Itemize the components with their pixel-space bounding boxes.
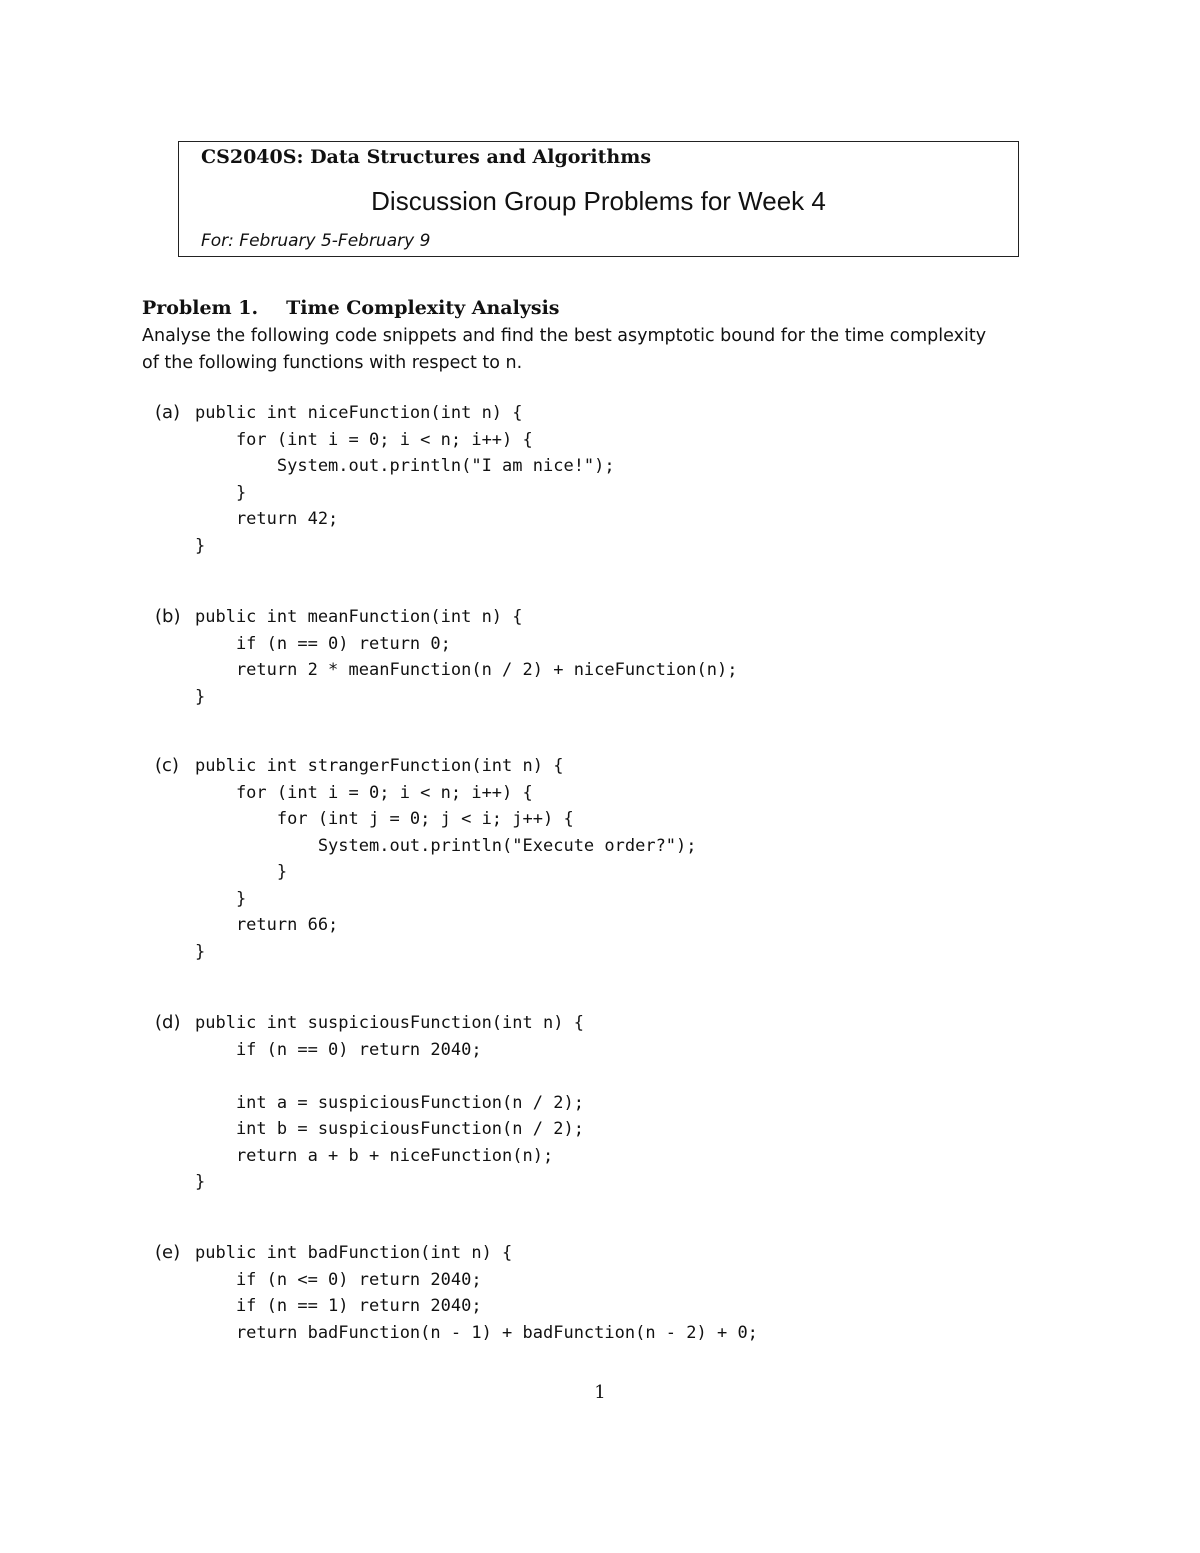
code-block: public int strangerFunction(int n) { for (int i = 0; i < n; i++) { for (int j = 0; j < i; j++) { System.out.println("Execute order?"); } } return 66; } [195, 756, 697, 962]
intro-line: Analyse the following code snippets and find the best asymptotic bound for the time complexity [142, 326, 987, 346]
code-block: public int niceFunction(int n) { for (int i = 0; i < n; i++) { System.out.println("I am nice!"); } return 42; } [195, 403, 615, 556]
code-block: public int suspiciousFunction(int n) { if (n == 0) return 2040; int a = suspiciousFunction(n / 2); int b = suspiciousFunction(n / 2); return a + b + niceFunction(n); } [195, 1013, 584, 1192]
problem-number: Problem 1. [142, 297, 259, 319]
intro-line: of the following functions with respect to n. [142, 352, 523, 373]
page-number: 1 [594, 1382, 606, 1403]
code-block: public int meanFunction(int n) { if (n == 0) return 0; return 2 * meanFunction(n / 2) + niceFunction(n); } [195, 607, 738, 707]
code-block: public int badFunction(int n) { if (n <= 0) return 2040; if (n == 1) return 2040; return badFunction(n - 1) + badFunction(n - 2) + 0; [195, 1243, 758, 1343]
document-header [178, 141, 1019, 257]
document-title: Discussion Group Problems for Week 4 [371, 186, 826, 216]
course-title: CS2040S: Data Structures and Algorithms [201, 146, 652, 168]
problem-heading [142, 297, 560, 319]
snippet-label: (c) [155, 755, 179, 776]
snippet-label: (b) [155, 606, 181, 627]
problem-intro [142, 323, 1072, 376]
problem-topic: Time Complexity Analysis [286, 297, 560, 319]
snippet-label: (e) [155, 1242, 181, 1263]
date-range: For: February 5-February 9 [201, 231, 431, 251]
snippet-label: (d) [155, 1012, 181, 1033]
snippet-label: (a) [155, 402, 181, 423]
